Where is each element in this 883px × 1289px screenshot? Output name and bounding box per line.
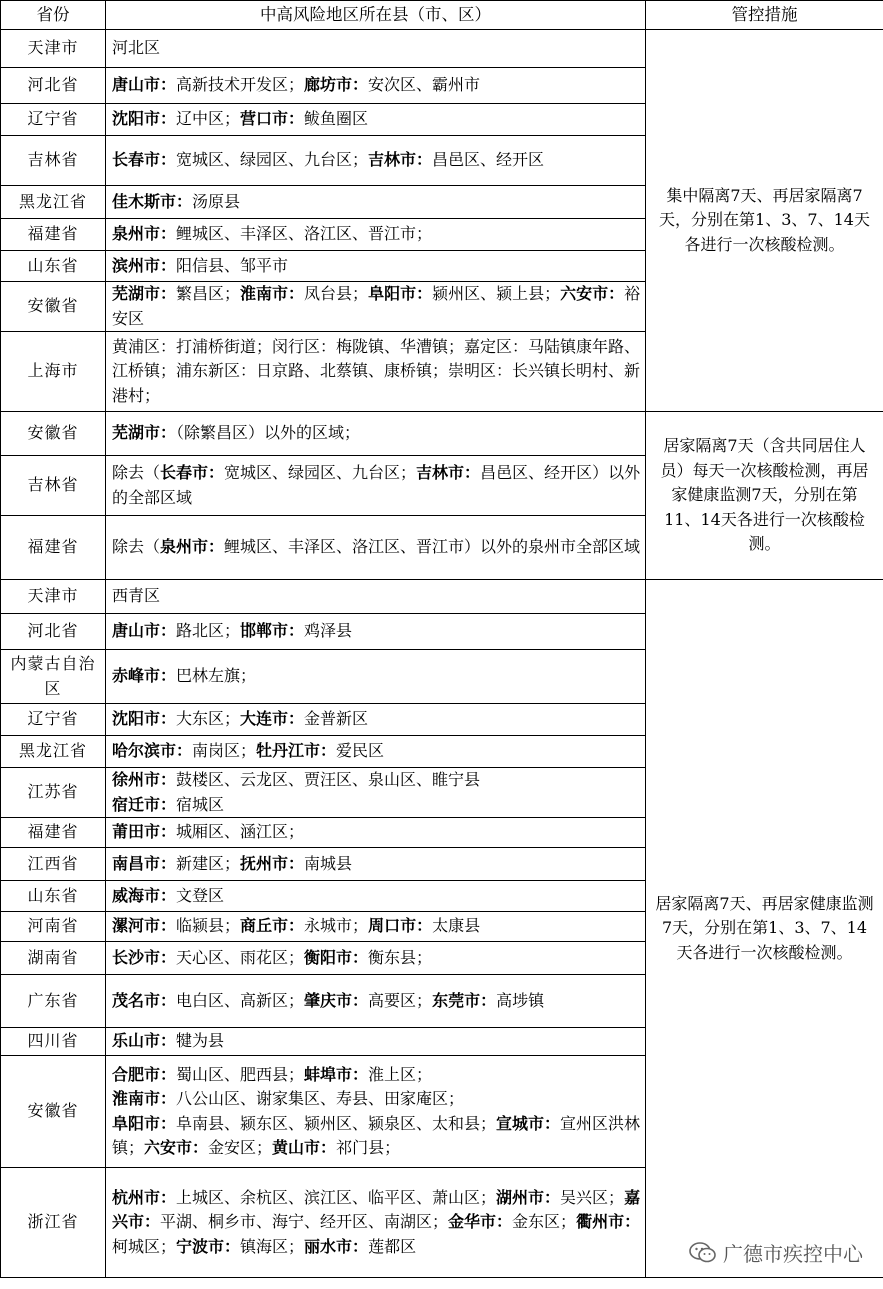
province-cell: 天津市 [1,30,106,68]
province-cell: 内蒙古自治区 [1,650,106,704]
measure-cell: 集中隔离7天、再居家隔离7天，分别在第1、3、7、14天各进行一次核酸检测。 [646,30,883,412]
province-cell: 安徽省 [1,412,106,456]
province-cell: 四川省 [1,1028,106,1056]
province-cell: 广东省 [1,975,106,1028]
area-cell [106,186,646,219]
area-cell [106,251,646,282]
area-cell [106,412,646,456]
area-cell [106,942,646,975]
area-line: 除去（长春市：宽城区、绿园区、九台区；吉林市：昌邑区、经开区）以外的全部区域 [112,463,641,507]
province-cell: 上海市 [1,332,106,412]
area-line: 长春市：宽城区、绿园区、九台区；吉林市：昌邑区、经开区 [112,150,545,170]
watermark [689,1238,863,1267]
province-cell: 浙江省 [1,1168,106,1278]
province-cell: 河北省 [1,614,106,650]
area-cell [106,30,646,68]
area-line: 沈阳市：辽中区；营口市：鲅鱼圈区 [112,109,369,129]
area-line: 合肥市：蜀山区、肥西县；蚌埠市：淮上区； [112,1064,433,1084]
area-cell [106,1168,646,1278]
province-cell: 江西省 [1,848,106,881]
measure-cell: 居家隔离7天（含共同居住人员）每天一次核酸检测，再居家健康监测7天，分别在第11、14天各进行一次核酸检测。 [646,412,883,580]
area-line: 乐山市：犍为县 [112,1031,225,1051]
province-cell: 黑龙江省 [1,736,106,768]
province-cell: 天津市 [1,580,106,614]
area-line: 宿迁市：宿城区 [112,794,225,814]
area-line: 威海市：文登区 [112,885,225,905]
province-cell: 吉林省 [1,456,106,516]
province-cell: 山东省 [1,881,106,912]
area-line: 黄浦区：打浦桥街道；闵行区：梅陇镇、华漕镇；嘉定区：马陆镇康年路、江桥镇；浦东新区：日京路、北蔡镇、康桥镇；崇明区：长兴镇长明村、新港村； [112,336,641,405]
area-cell [106,912,646,942]
table-row [1,412,883,456]
table-header-row [1,1,883,30]
area-cell [106,736,646,768]
area-line: 佳木斯市：汤原县 [112,191,241,211]
province-cell: 福建省 [1,219,106,251]
province-cell: 山东省 [1,251,106,282]
area-cell [106,1056,646,1168]
area-cell [106,704,646,736]
area-line: 河北区 [112,38,161,58]
area-line: 芜湖市：（除繁昌区）以外的区域； [112,423,361,443]
area-line: 泉州市：鲤城区、丰泽区、洛江区、晋江市； [112,224,433,244]
table-row [1,580,883,614]
area-line: 南昌市：新建区；抚州市：南城县 [112,853,353,873]
area-line: 西青区 [112,586,161,606]
area-cell [106,456,646,516]
area-line: 茂名市：电白区、高新区；肇庆市：高要区；东莞市：高埗镇 [112,990,545,1010]
province-cell: 福建省 [1,818,106,848]
area-line: 除去（泉州市：鲤城区、丰泽区、洛江区、晋江市）以外的泉州市全部区域 [112,537,641,557]
area-line: 芜湖市：繁昌区；淮南市：凤台县；阜阳市：颍州区、颍上县；六安市：裕安区 [112,284,641,328]
area-cell [106,818,646,848]
table-row [1,30,883,68]
province-cell: 湖南省 [1,942,106,975]
wechat-icon [689,1241,717,1265]
area-cell [106,136,646,186]
area-line: 赤峰市：巴林左旗； [112,666,257,686]
area-cell [106,768,646,818]
area-line: 淮南市：八公山区、谢家集区、寿县、田家庵区； [112,1089,465,1108]
area-line: 莆田市：城厢区、涵江区； [112,822,305,842]
watermark-text: 广德市疾控中心 [723,1242,863,1266]
area-cell [106,614,646,650]
area-cell [106,650,646,704]
area-cell [106,1028,646,1056]
area-cell [106,219,646,251]
province-cell: 河北省 [1,68,106,104]
area-cell [106,332,646,412]
area-cell [106,580,646,614]
table-body [1,30,883,1278]
province-cell: 黑龙江省 [1,186,106,219]
area-line: 长沙市：天心区、雨花区；衡阳市：衡东县； [112,947,433,967]
province-cell: 江苏省 [1,768,106,818]
area-line: 唐山市：路北区；邯郸市：鸡泽县 [112,621,353,641]
measure-cell: 居家隔离7天、再居家健康监测7天，分别在第1、3、7、14天各进行一次核酸检测。 [646,580,883,1278]
area-line: 阜阳市：阜南县、颍东区、颍州区、颍泉区、太和县；宣城市：宣州区洪林镇；六安市：金安区；黄山市：祁门县； [112,1113,641,1157]
area-cell [106,516,646,580]
province-cell: 辽宁省 [1,704,106,736]
area-cell [106,848,646,881]
area-cell [106,881,646,912]
province-cell: 福建省 [1,516,106,580]
province-cell: 吉林省 [1,136,106,186]
area-line: 漯河市：临颍县；商丘市：永城市；周口市：太康县 [112,916,481,936]
province-cell: 安徽省 [1,1056,106,1168]
header-measure: 管控措施 [646,1,883,30]
province-cell: 河南省 [1,912,106,942]
area-cell [106,282,646,332]
province-cell: 安徽省 [1,282,106,332]
area-line: 沈阳市：大东区；大连市：金普新区 [112,709,369,729]
area-line: 滨州市：阳信县、邹平市 [112,255,289,275]
area-line: 杭州市：上城区、余杭区、滨江区、临平区、萧山区；湖州市：吴兴区；嘉兴市：平湖、桐乡市、海宁、经开区、南湖区；金华市：金东区；衢州市：柯城区；宁波市：镇海区；丽水市：莲都区 [112,1187,641,1256]
area-line: 唐山市：高新技术开发区；廊坊市：安次区、霸州市 [112,75,481,95]
header-province: 省份 [1,1,106,30]
area-line: 哈尔滨市：南岗区；牡丹江市：爱民区 [112,741,385,761]
area-cell [106,68,646,104]
area-cell [106,975,646,1028]
area-cell [106,104,646,136]
header-area: 中高风险地区所在县（市、区） [106,1,646,30]
area-line: 徐州市：鼓楼区、云龙区、贾汪区、泉山区、睢宁县 [112,770,481,789]
province-cell: 辽宁省 [1,104,106,136]
